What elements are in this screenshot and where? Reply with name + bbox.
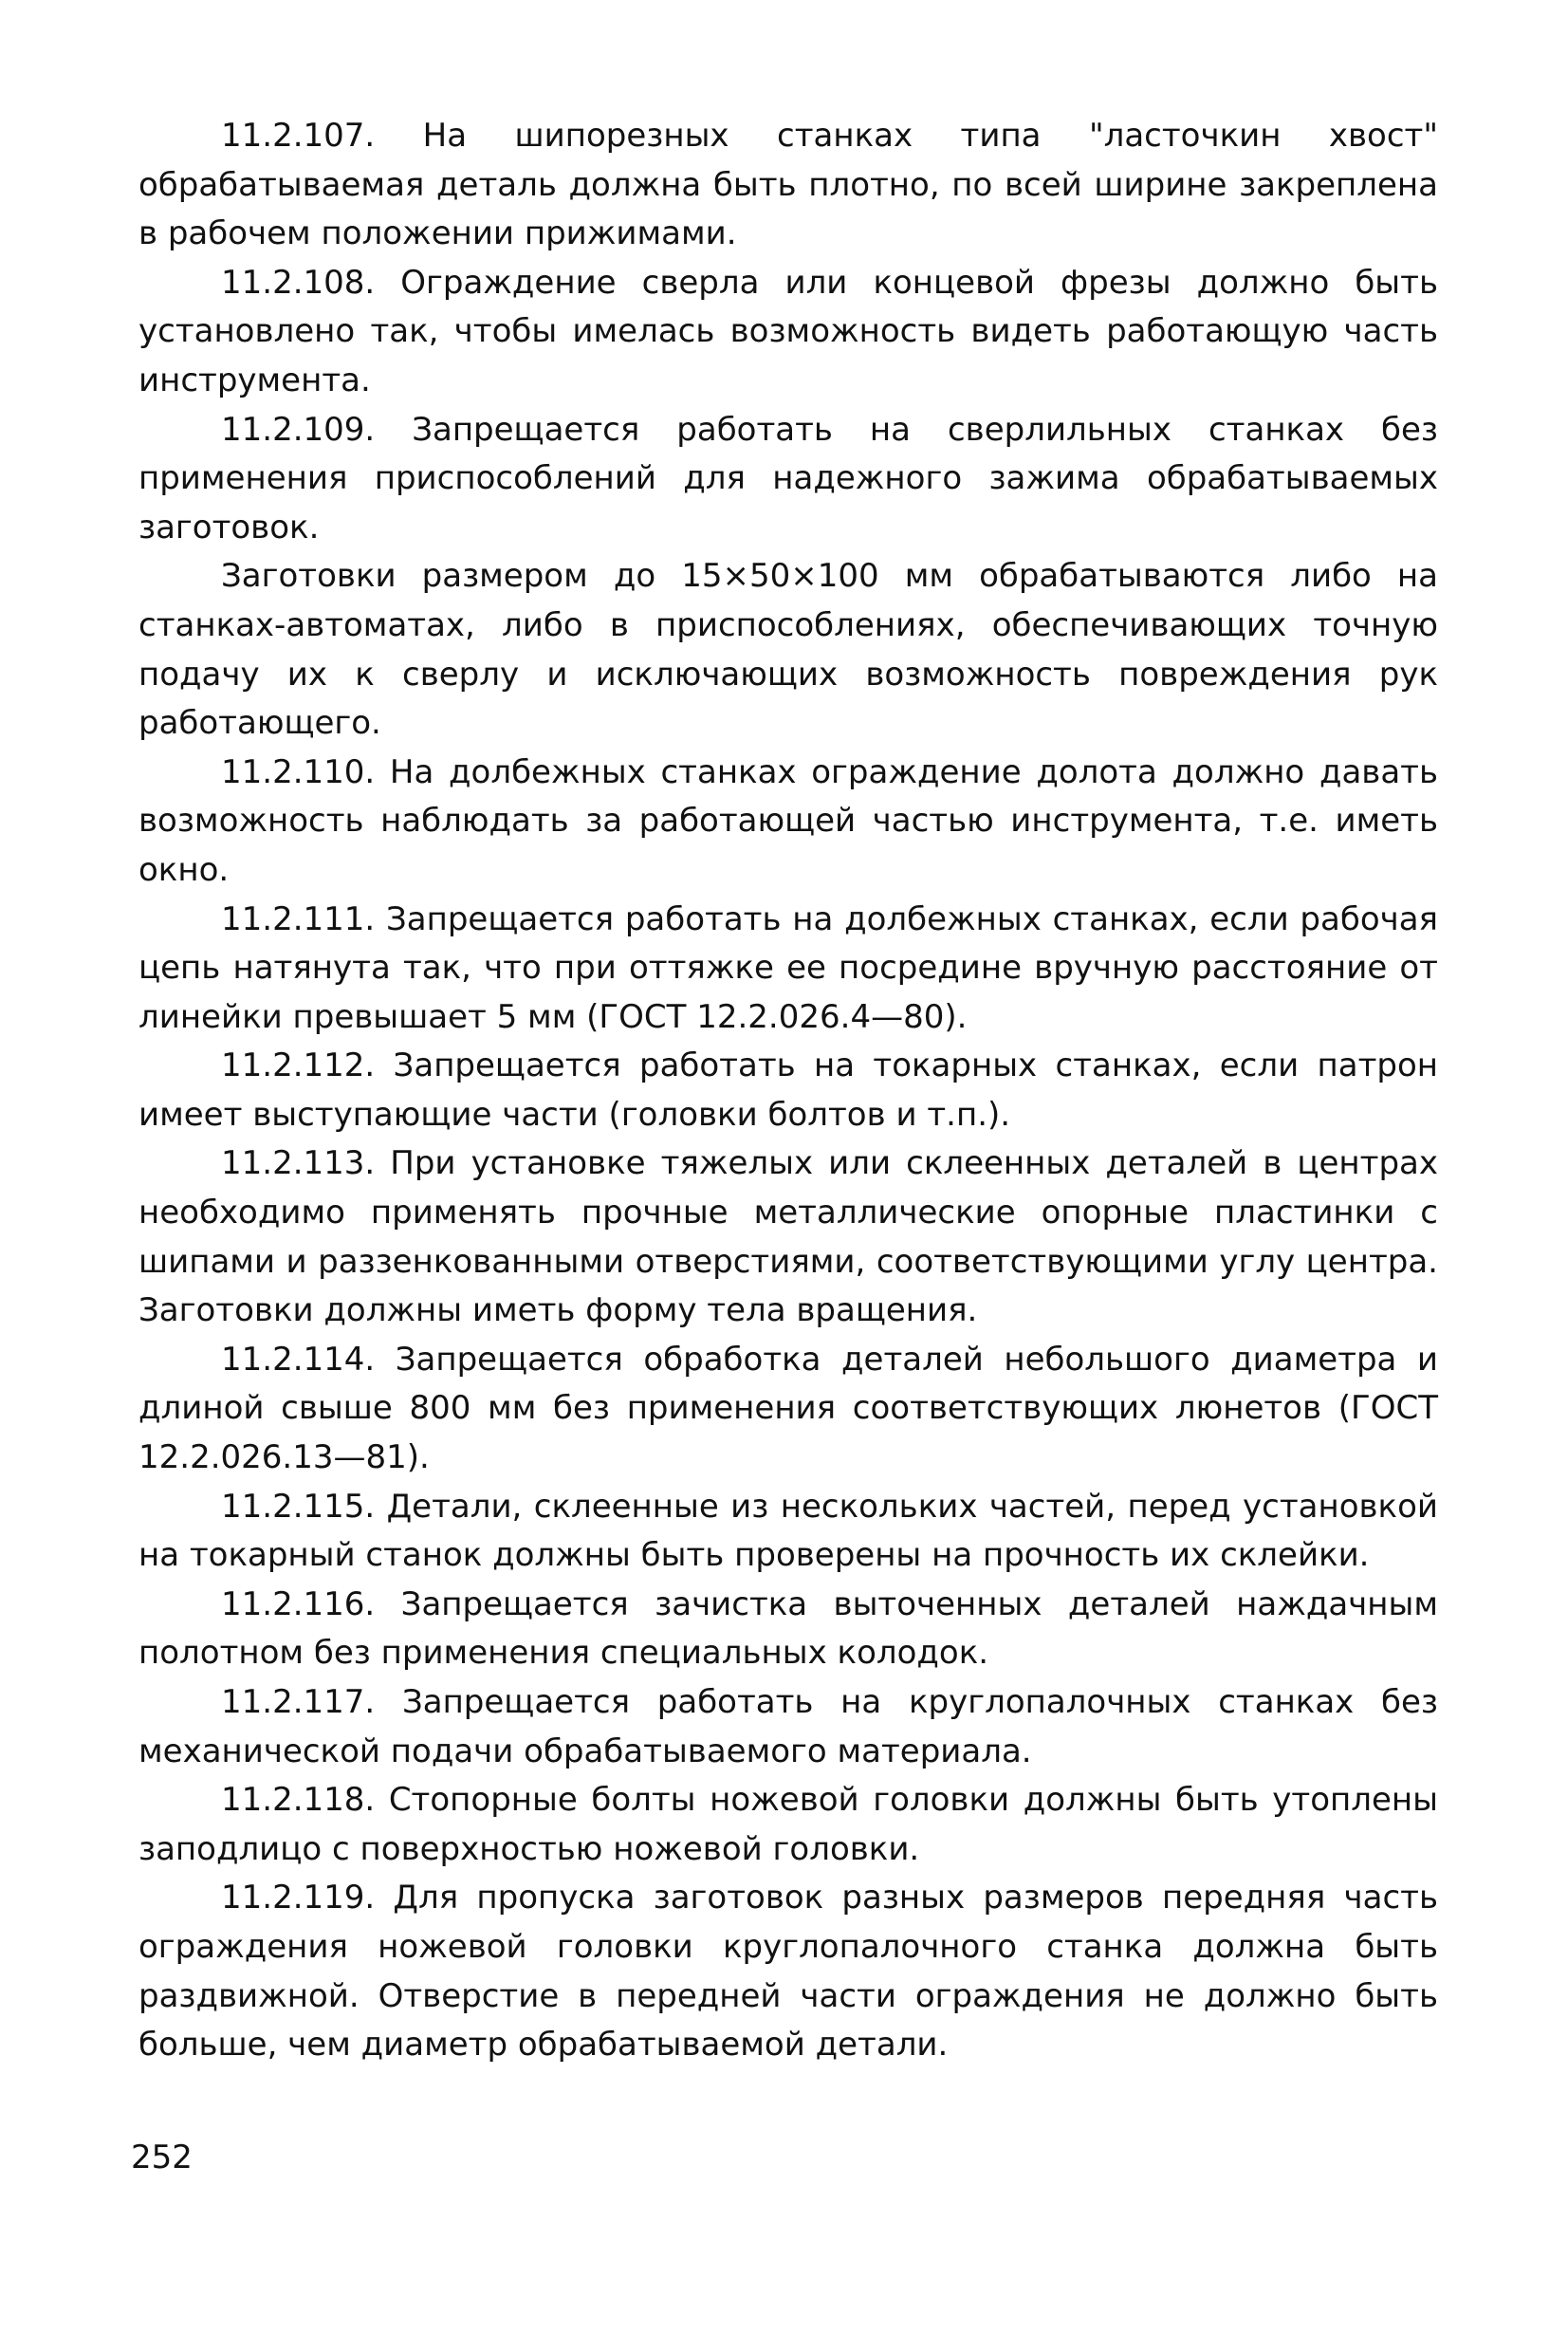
paragraph-11-2-113: 11.2.113. При установке тяжелых или склеенных деталей в центрах необходимо применять прочные металлические опорные пластинки с шипами и раззенкованными отверстиями, соответствующими углу центра. Заготовки должны иметь форму тела вращения.	[138, 1144, 1438, 1330]
document-body	[138, 112, 1438, 2070]
paragraph-blank-sizes: Заготовки размером до 15×50×100 мм обрабатываются либо на станках-автоматах, либо в приспособлениях, обеспечивающих точную подачу их к сверлу и исключающих возможность повреждения рук работающего.	[138, 557, 1438, 743]
paragraph-11-2-109: 11.2.109. Запрещается работать на сверлильных станках без применения приспособлений для надежного зажима обрабатываемых заготовок.	[138, 410, 1438, 546]
paragraph-11-2-119: 11.2.119. Для пропуска заготовок разных размеров передняя часть ограждения ножевой головки круглопалочного станка должна быть раздвижной. Отверстие в передней части ограждения не должно быть больше, чем диаметр обрабатываемой детали.	[138, 1879, 1438, 2065]
paragraph-11-2-112: 11.2.112. Запрещается работать на токарных станках, если патрон имеет выступающие части (головки болтов и т.п.).	[138, 1046, 1438, 1134]
page-number: 252	[131, 2139, 193, 2176]
paragraph-11-2-108: 11.2.108. Ограждение сверла или концевой фрезы должно быть установлено так, чтобы имелась возможность видеть работающую часть инструмента.	[138, 263, 1438, 399]
paragraph-11-2-117: 11.2.117. Запрещается работать на круглопалочных станках без механической подачи обрабатываемого материала.	[138, 1683, 1438, 1770]
paragraph-11-2-110: 11.2.110. На долбежных станках ограждение долота должно давать возможность наблюдать за работающей частью инструмента, т.е. иметь окно.	[138, 752, 1438, 889]
paragraph-11-2-107: 11.2.107. На шипорезных станках типа "ласточкин хвост" обрабатываемая деталь должна быть плотно, по всей ширине закреплена в рабочем положении прижимами.	[138, 117, 1438, 253]
paragraph-11-2-115: 11.2.115. Детали, склеенные из нескольких частей, перед установкой на токарный станок должны быть проверены на прочность их склейки.	[138, 1487, 1438, 1575]
paragraph-11-2-114: 11.2.114. Запрещается обработка деталей небольшого диаметра и длиной свыше 800 мм без применения соответствующих люнетов (ГОСТ 12.2.026.13—81).	[138, 1340, 1438, 1477]
paragraph-11-2-116: 11.2.116. Запрещается зачистка выточенных деталей наждачным полотном без применения специальных колодок.	[138, 1584, 1438, 1673]
paragraph-11-2-118: 11.2.118. Стопорные болты ножевой головки должны быть утоплены заподлицо с поверхностью ножевой головки.	[138, 1781, 1438, 1868]
paragraph-11-2-111: 11.2.111. Запрещается работать на долбежных станках, если рабочая цепь натянута так, что при оттяжке ее посредине вручную расстояние от линейки превышает 5 мм (ГОСТ 12.2.026.4—80).	[138, 899, 1438, 1036]
